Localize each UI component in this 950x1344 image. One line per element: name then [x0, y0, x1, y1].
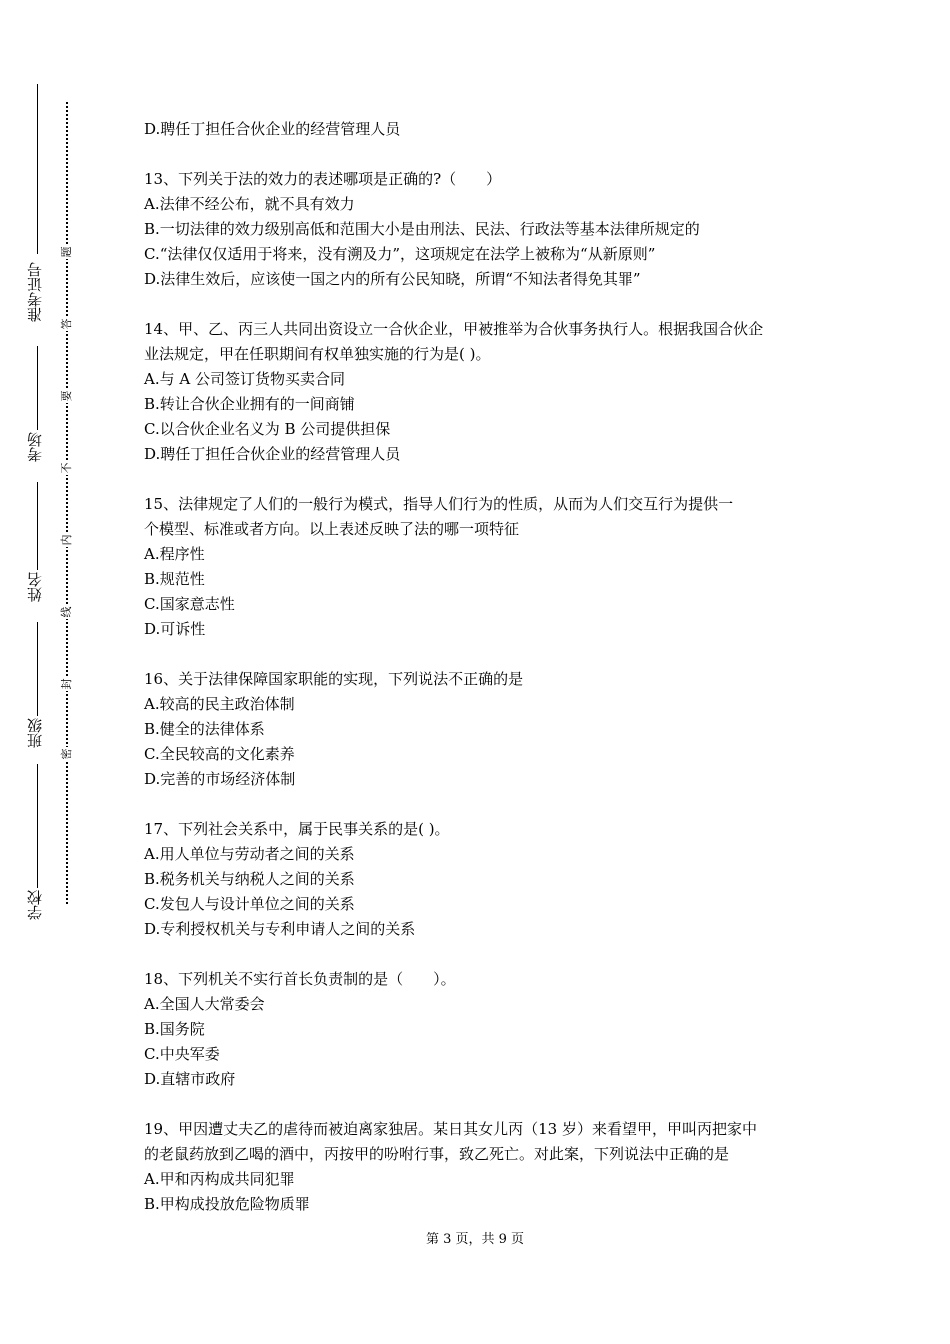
option-b: B.规范性	[144, 570, 205, 588]
option-b: B.甲构成投放危险物质罪	[144, 1195, 310, 1213]
question-stem: 15、法律规定了人们的一般行为模式，指导人们行为的性质，从而为人们交互行为提供一	[144, 495, 734, 513]
question-13	[144, 167, 808, 292]
option-a: A.甲和丙构成共同犯罪	[144, 1170, 295, 1188]
option-d: D.完善的市场经济体制	[144, 770, 296, 788]
option-c: C.发包人与设计单位之间的关系	[144, 895, 355, 913]
question-content	[144, 117, 808, 1217]
question-stem-cont: 业法规定，甲在任职期间有权单独实施的行为是( )。	[144, 345, 491, 363]
seal-char: 内	[60, 534, 73, 546]
school-label: 学校	[25, 890, 44, 920]
seal-char: 密	[60, 748, 73, 760]
option-b: B.国务院	[144, 1020, 205, 1038]
name-field	[22, 482, 48, 612]
option-a: A.法律不经公布，就不具有效力	[144, 195, 355, 213]
exam-room-field	[22, 346, 48, 476]
option-c: C.中央军委	[144, 1045, 220, 1063]
seal-dotted-line	[66, 102, 68, 904]
option-b: B.税务机关与纳税人之间的关系	[144, 870, 355, 888]
option-c: C.全民较高的文化素养	[144, 745, 295, 763]
question-16	[144, 667, 808, 792]
option-a: A.程序性	[144, 545, 205, 563]
question-17	[144, 817, 808, 942]
option-d: D.专利授权机关与专利申请人之间的关系	[144, 920, 416, 938]
question-19	[144, 1117, 808, 1217]
option-a: A.较高的民主政治体制	[144, 695, 295, 713]
option-a: A.与 A 公司签订货物买卖合同	[144, 370, 345, 388]
option-d: D.直辖市政府	[144, 1070, 236, 1088]
question-14	[144, 317, 808, 467]
q12-option-d: D.聘任丁担任合伙企业的经营管理人员	[144, 120, 401, 138]
option-c: C.国家意志性	[144, 595, 235, 613]
binding-margin	[0, 0, 100, 1344]
question-stem: 19、甲因遭丈夫乙的虐待而被迫离家独居。某日其女儿丙（13 岁）来看望甲，甲叫丙把家中	[144, 1120, 757, 1138]
option-d: D.可诉性	[144, 620, 206, 638]
class-label: 班级	[25, 718, 44, 748]
seal-char: 题	[60, 246, 73, 258]
question-stem: 17、下列社会关系中，属于民事关系的是( )。	[144, 820, 450, 838]
question-stem: 18、下列机关不实行首长负责制的是（ ）。	[144, 970, 456, 988]
question-stem: 13、下列关于法的效力的表述哪项是正确的?（ ）	[144, 170, 502, 188]
question-15	[144, 492, 808, 642]
seal-char: 封	[60, 678, 73, 690]
name-label: 姓名	[25, 572, 44, 602]
option-d: D.法律生效后，应该使一国之内的所有公民知晓，所谓“不知法者得免其罪”	[144, 270, 641, 288]
question-stem: 14、甲、乙、丙三人共同出资设立一合伙企业，甲被推举为合伙事务执行人。根据我国合伙企	[144, 320, 764, 338]
page-number: 第 3 页，共 9 页	[425, 1232, 525, 1247]
seal-char: 线	[60, 606, 73, 618]
question-stem: 16、关于法律保障国家职能的实现，下列说法不正确的是	[144, 670, 524, 688]
option-a: A.用人单位与劳动者之间的关系	[144, 845, 355, 863]
question-18	[144, 967, 808, 1092]
option-c: C.“法律仅仅适用于将来，没有溯及力”，这项规定在法学上被称为“从新原则”	[144, 245, 656, 263]
option-b: B.一切法律的效力级别高低和范围大小是由刑法、民法、行政法等基本法律所规定的	[144, 220, 700, 238]
option-d: D.聘任丁担任合伙企业的经营管理人员	[144, 445, 401, 463]
option-a: A.全国人大常委会	[144, 995, 265, 1013]
option-b: B.转让合伙企业拥有的一间商铺	[144, 395, 355, 413]
option-c: C.以合伙企业名义为 B 公司提供担保	[144, 420, 391, 438]
school-field	[22, 764, 48, 934]
option-b: B.健全的法律体系	[144, 720, 265, 738]
question-stem-cont: 个模型、标准或者方向。以上表述反映了法的哪一项特征	[144, 520, 520, 538]
exam-number-label: 准考证号	[25, 262, 44, 322]
class-field	[22, 622, 48, 762]
seal-char: 不	[60, 462, 73, 474]
seal-char: 答	[60, 318, 73, 330]
question-stem-cont: 的老鼠药放到乙喝的酒中，丙按甲的吩咐行事，致乙死亡。对此案，下列说法中正确的是	[144, 1145, 730, 1163]
seal-char: 要	[60, 390, 73, 402]
exam-number-field	[22, 84, 48, 344]
exam-room-label: 考场	[25, 432, 44, 462]
